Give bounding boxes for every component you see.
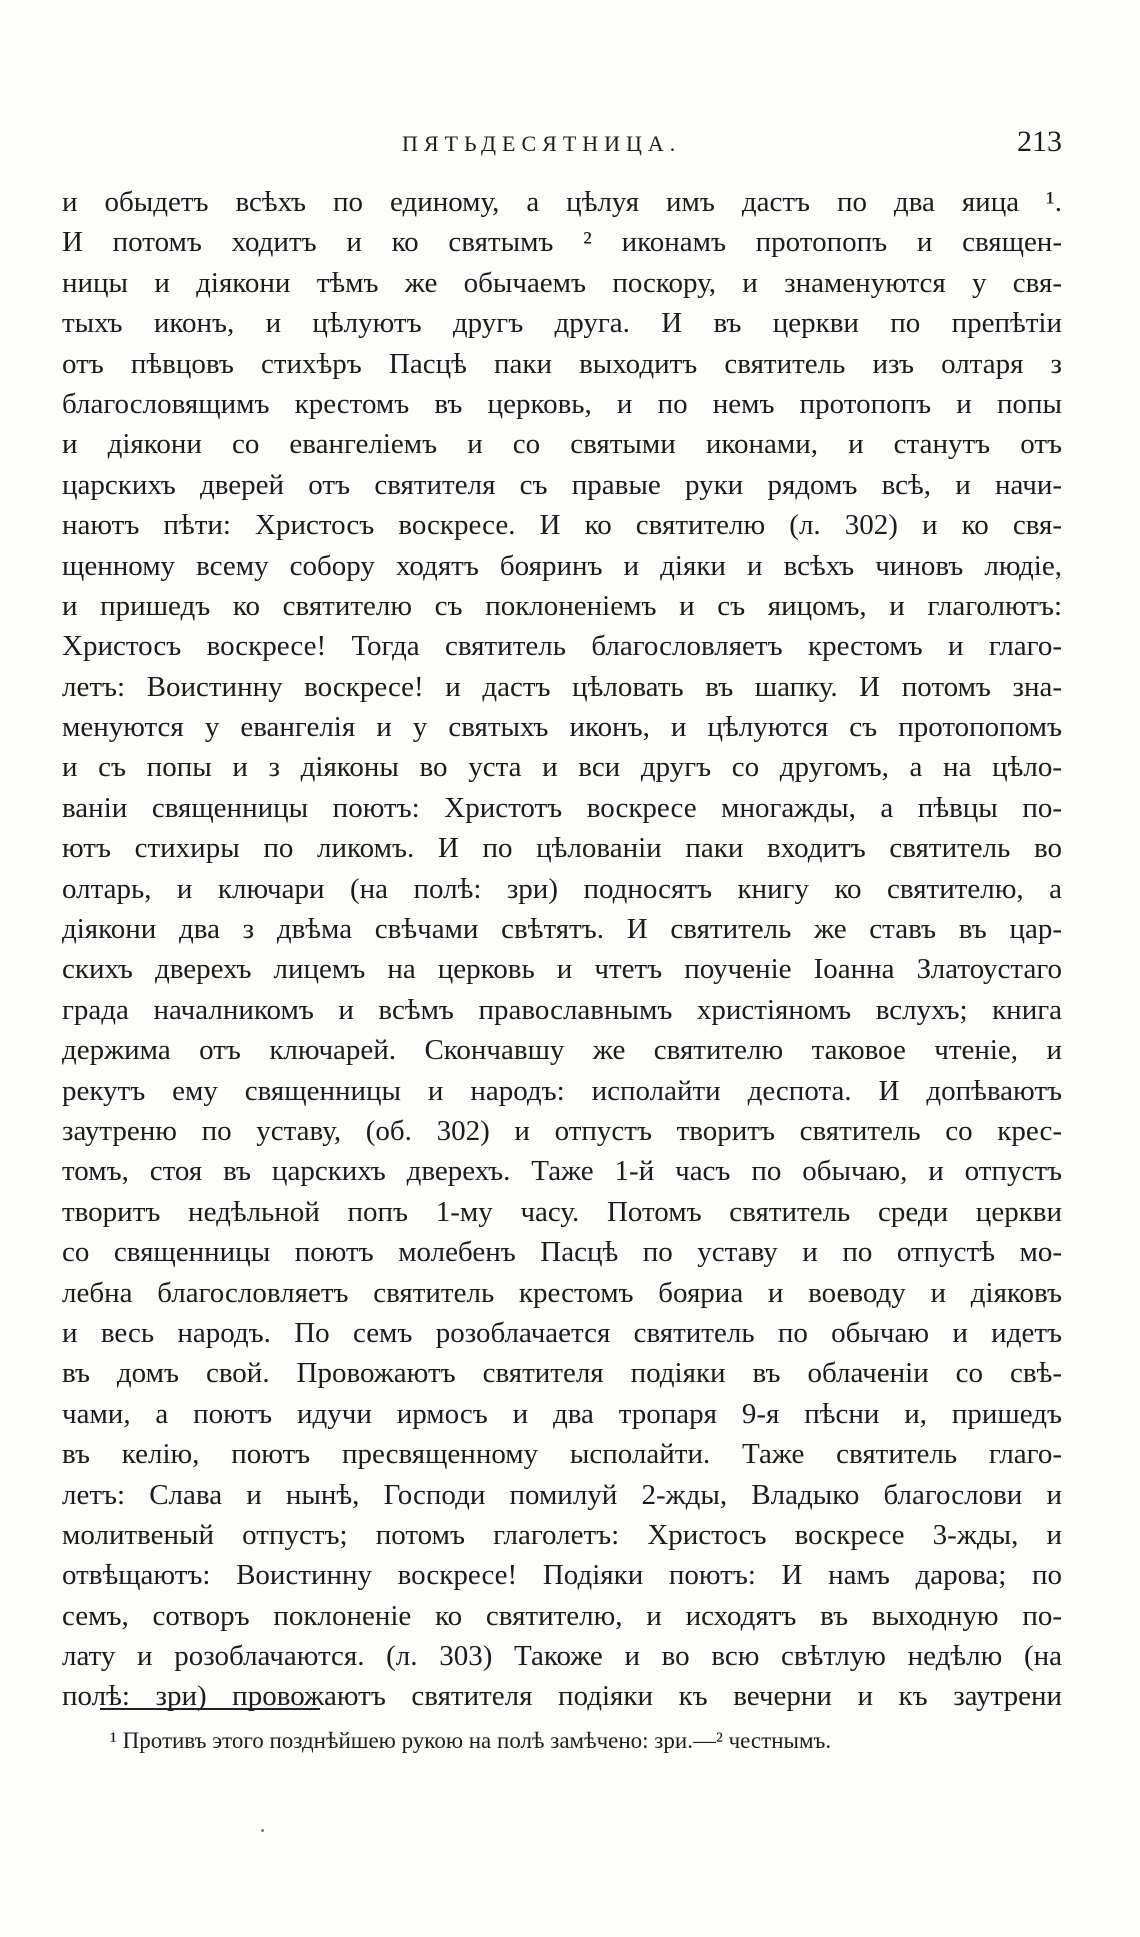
text-line: рекутъ ему священницы и народъ: исполайти деспота. И допѣваютъ xyxy=(62,1074,1062,1107)
footnote-divider xyxy=(100,1708,320,1710)
text-line: и весь народъ. По семъ розоблачается святитель по обычаю и идетъ xyxy=(62,1316,1062,1349)
text-line: діякони два з двѣма свѣчами свѣтятъ. И святитель же ставъ въ цар- xyxy=(62,913,1062,946)
text-line: тыхъ иконъ, и цѣлуютъ другъ друга. И въ церкви по препѣтіи xyxy=(62,307,1062,340)
text-line: заутреню по уставу, (об. 302) и отпустъ творитъ святитель со крес- xyxy=(62,1114,1062,1147)
text-line: летъ: Воистинну воскресе! и дастъ цѣловать въ шапку. И потомъ зна- xyxy=(62,670,1062,703)
text-line: чами, а поютъ идучи ирмосъ и два тропаря 9-я пѣсни и, пришедъ xyxy=(62,1397,1062,1430)
text-line: града началникомъ и всѣмъ православнымъ христіяномъ вслухъ; книга xyxy=(62,993,1062,1026)
text-line: творитъ недѣльной попъ 1-му часу. Потомъ святитель среди церкви xyxy=(62,1195,1062,1228)
text-line: держима отъ ключарей. Скончавшу же святителю таковое чтеніе, и xyxy=(62,1034,1062,1067)
footnote: ¹ Противъ этого позднѣйшею рукою на полѣ замѣчено: зри.—² честнымъ. xyxy=(110,1728,832,1753)
running-title: ПЯТЬДЕСЯТНИЦА. xyxy=(402,131,682,156)
text-line: ютъ стихиры по ликомъ. И по цѣлованіи паки входитъ святитель во xyxy=(62,832,1062,865)
text-line: благословящимъ крестомъ въ церковь, и по немъ протопопъ и попы xyxy=(62,387,1062,420)
print-speck xyxy=(261,1829,264,1832)
text-line: царскихъ дверей отъ святителя съ правые руки рядомъ всѣ, и начи- xyxy=(62,468,1062,501)
text-line: И потомъ ходитъ и ко святымъ ² иконамъ протопопъ и священ- xyxy=(62,226,1062,259)
text-line: молитвеный отпустъ; потомъ глаголетъ: Христосъ воскресе 3-жды, и xyxy=(62,1518,1062,1551)
text-line: ваніи священницы поютъ: Христотъ воскресе многажды, а пѣвцы по- xyxy=(62,791,1062,824)
text-line: щенному всему собору ходятъ бояринъ и діяки и всѣхъ чиновъ людіе, xyxy=(62,549,1062,582)
text-line: ницы и діякони тѣмъ же обычаемъ поскору, и знаменуются у свя- xyxy=(62,266,1062,299)
text-line: въ домъ свой. Провожаютъ святителя подіяки въ облаченіи со свѣ- xyxy=(62,1357,1062,1390)
text-line: и обыдетъ всѣхъ по единому, а цѣлуя имъ дастъ по два яица ¹. xyxy=(62,186,1062,218)
text-line: въ келію, поютъ пресвященному ысполайти. Таже святитель глаго- xyxy=(62,1438,1062,1471)
text-line: менуются у евангелія и у святыхъ иконъ, и цѣлуются съ протопопомъ xyxy=(62,711,1062,744)
text-line: лебна благословляетъ святитель крестомъ бояриа и воеводу и діяковъ xyxy=(62,1276,1062,1309)
running-head xyxy=(62,125,1062,165)
text-line: со священницы поютъ молебенъ Пасцѣ по уставу и по отпустѣ мо- xyxy=(62,1236,1062,1269)
text-line: наютъ пѣти: Христосъ воскресе. И ко святителю (л. 302) и ко свя- xyxy=(62,509,1062,542)
text-line: и съ попы и з діяконы во уста и вси другъ со другомъ, а на цѣло- xyxy=(62,751,1062,784)
text-line: томъ, стоя въ царскихъ дверехъ. Таже 1-й часъ по обычаю, и отпустъ xyxy=(62,1155,1062,1188)
text-line: полѣ: зри) провожаютъ святителя подіяки къ вечерни и къ заутрени xyxy=(62,1680,1062,1713)
text-line: Христосъ воскресе! Тогда святитель благословляетъ крестомъ и глаго- xyxy=(62,630,1062,663)
body-text xyxy=(62,182,1062,1717)
text-line: лату и розоблачаются. (л. 303) Такоже и во всю свѣтлую недѣлю (на xyxy=(62,1640,1062,1673)
text-line: олтарь, и ключари (на полѣ: зри) подносятъ книгу ко святителю, а xyxy=(62,872,1062,905)
page-number: 213 xyxy=(1017,125,1062,158)
text-line: и діякони со евангеліемъ и со святыми иконами, и станутъ отъ xyxy=(62,428,1062,461)
text-line: отъ пѣвцовъ стихѣръ Пасцѣ паки выходитъ святитель изъ олтаря з xyxy=(62,347,1062,380)
text-line: семъ, сотворъ поклоненіе ко святителю, и исходятъ въ выходную по- xyxy=(62,1599,1062,1632)
text-line: отвѣщаютъ: Воистинну воскресе! Подіяки поютъ: И намъ дарова; по xyxy=(62,1559,1062,1592)
text-line: скихъ дверехъ лицемъ на церковь и чтетъ поученіе Іоанна Златоустаго xyxy=(62,953,1062,986)
text-line: летъ: Слава и нынѣ, Господи помилуй 2-жды, Владыко благослови и xyxy=(62,1478,1062,1511)
text-line: и пришедъ ко святителю съ поклоненіемъ и съ яицомъ, и глаголютъ: xyxy=(62,589,1062,622)
